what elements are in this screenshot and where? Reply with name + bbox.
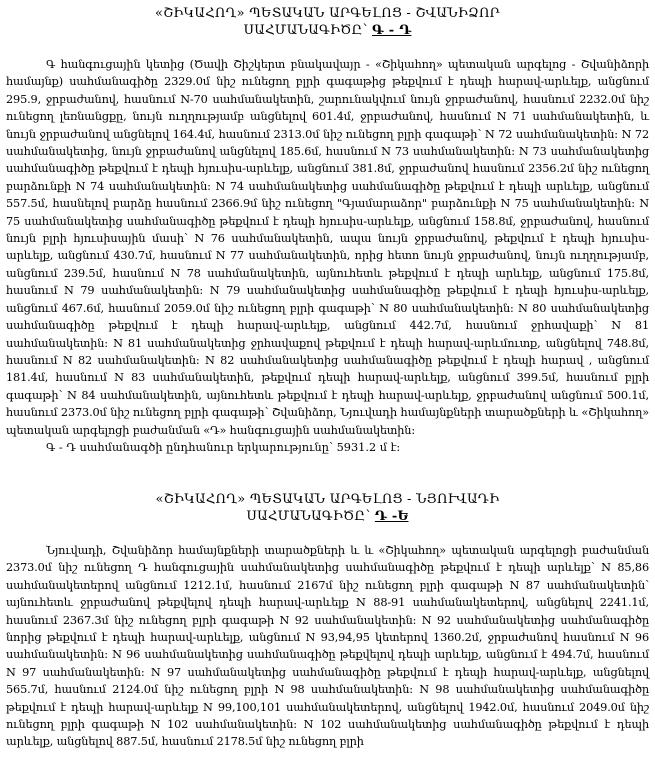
section-1-paragraph: Գ հանգուցային կետից (Ծավի Շիշկերտ բնակավայր - «Շիկահող» պետական արգելոց - Շվանիձորի համայնք) սահմանագիծը 2329.0մ նիշ ունեցող բլրի գագաթից թեքվում է դեպի հարավ-արևելք, անցնում 295.9, ջրբաժանով, հասնում N-70 սահմանակետին, շարունակվում նույն ջրբաժանով, հասնում 2232.0մ նիշ ունեցող լեռնանցքը, նույն ուղղությամբ անցնելով 601.4մ, ջրբաժանով, հասնում N 71 սահմանակետին, և նույն ջրբաժանով անցնելով 164.4մ, հասնում 2313.0մ նիշ ունեցող բլրի գագաթի՝ N 72 սահմանակետին: N 72 սահմանակետից, նույն ջրբաժանով անցնելով 185.6մ, հասնում N 73 սահմանակետին: N 73 սահմանակետից սահմանագիծը թեքվում է դեպի հյուսիս-արևելք, անցնում 381.8մ, ջրբաժանով հասնում 2356.2մ նիշ ունեցող բարձունքի N 74 սահմանակետին: N 74 սահմանակետից սահմանագիծը թեքվում է դեպի արևելք, անցնում 557.5մ, հասնելով բարձը հասնում 2366.9մ նիշ ունեցող "Գյամարաձոր" բարձունքի N 75 սահմանակետին: N 75 սահմանակետից սահմանագիծը թեքվում է դեպի հյուսիս-արևելք, անցնում 158.8մ, ջրբաժանով, հասնում նույն բլրի հյուսիսային մասի՝ N 76 սահմանակետին, ապա նույն ջրբաժանով, թեքվում է դեպի հյուսիս-արևելք, անցնում 430.7մ, հասնում N 77 սահմանակետին, որից հետո նույն ջրբաժանով, նույն ուղղությամբ, անցնում 239.5մ, հասնում N 78 սահմանակետին, այնուհետև թեքվում է դեպի արևելք, անցնում 175.8մ, հասնում N 79 սահմանակետին: N 79 սահմանակետից սահմանագիծը թեքվում է դեպի հյուսիս-արևելք, անցնում 467.6մ, հասնում 2059.0մ նիշ ունեցող բլրի գագաթի՝ N 80 սահմանակետին: N 80 սահմանակետից սահմանագիծը թեքվում է դեպի հարավ-արևելք, անցնում 442.7մ, հասնում ջրհավաքի՝ N 81 սահմանակետին: N 81 սահմանակետից ջրհավաքով թեքվում է դեպի հարավ-արևմուտք, անցնելով 748.8մ, հասնում N 82 սահմանակետին: N 82 սահմանակետից սահմանագիծը թեքվում է դեպի հարավ , անցնում 181.4մ, հասնում N 83 սահմանակետին, թեքվում դեպի հարավ-արևելք, անցնում 399.5մ, հասնում բլրի գագաթի՝ N 84 սահմանակետին, այնուհետև թեքվում է դեպի հարավ-արևելք, ջրբաժանով անցնում 500.1մ, հասնում 2373.0մ նիշ ունեցող բլրի գագաթի՝ Շվանիձոր, Նյուվադի համայնքների տարածքների և «Շիկահող» պետական արգելոցի բաժանման «Դ» հանգուցային սահմանակետին:: [6, 58, 649, 437]
section-2-paragraph: Նյուվադի, Շվանիձոր համայնքների տարածքների և և «Շիկահող» պետական արգելոցի բաժանման 2373.0մ նիշ ունեցող Դ հանգուցային սահմանակետից սահմանագիծը թեքվում է դեպի արևելք՝ N 85,86 սահմանակետերով անցնում 1212.1մ, հասնում 2167մ նիշ ունեցող բլրի գագաթի N 87 սահմանակետին՝ այնուհետև ջրբաժանով թեքվելով դեպի հարավ-արևելք N 88-91 սահմանակետերով, անցնելով 2241.1մ, հասնում 2367.3մ նիշ ունեցող բլրի գագաթի N 92 սահմանակետին: N 92 սահմանակետից սահմանագիծը նորից թեքվում է դեպի հարավ-արևելք, անցնում N 93,94,95 կետերով 1360.2մ, ջրբաժանով հասնում N 96 սահմանակետին: N 96 սահմանակետից սահմանագիծը թեքվելով դեպի արևելք, անցնում է 494.7մ, հասնում N 97 սահմանակետին: N 97 սահմանակետից սահմանագիծը թեքվում է դեպի հարավ-արևելք, անցնելով 565.7մ, հասնում 2124.0մ նիշ ունեցող բլրի N 98 սահմանակետին: N 98 սահմանակետից սահմանագիծը թեքվում է դեպի հարավ-արևելք N 99,100,101 սահմանակետերով, անցնելով 1942.0մ, հասնում 2049.0մ նիշ ունեցող բլրի գագաթի N 102 սահմանակետին: N 102 սահմանակետից սահմանագիծը թեքվում է դեպի արևելք, անցնելով 887.5մ, հասնում 2178.5մ նիշ ունեցող բլրի: [6, 544, 649, 749]
section-2-title-line-2: [0, 508, 655, 525]
section-1-summary: Գ - Դ սահմանագծի ընդհանուր երկարությունը՝ 5931.2 մ է:: [46, 440, 401, 454]
section-1-title-line-1: «ՇԻԿԱՀՈՂ» ՊԵՏԱԿԱՆ ԱՐԳԵԼՈՑ - ՇՎԱՆԻՁՈՐ: [154, 6, 501, 21]
section-1-code: Գ - Դ: [372, 23, 412, 38]
section-1-title: [0, 5, 655, 39]
section-2-title-line-1: «ՇԻԿԱՀՈՂ» ՊԵՏԱԿԱՆ ԱՐԳԵԼՈՑ - ՆՅՈՒՎԱԴԻ: [155, 492, 500, 507]
section-2-title-prefix: ՍԱՀՄԱՆԱԳԻԾԸ՝: [246, 509, 375, 524]
section-2-title: [0, 491, 655, 525]
section-2-body: [0, 542, 655, 751]
section-1-title-line-2: [0, 22, 655, 39]
section-2-code: Դ -Ե: [374, 509, 409, 524]
section-1-body: [0, 56, 655, 456]
section-1-title-prefix: ՍԱՀՄԱՆԱԳԻԾԸ՝: [243, 23, 372, 38]
